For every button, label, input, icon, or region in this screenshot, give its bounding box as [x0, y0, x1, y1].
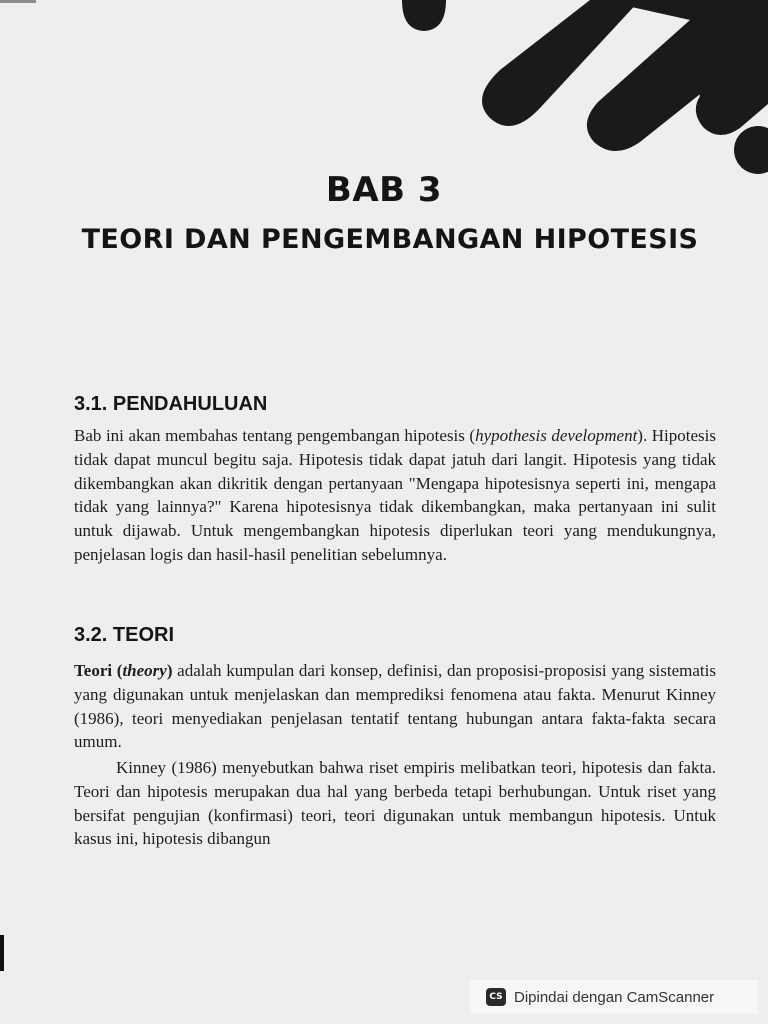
paragraph-text: adalah kumpulan dari konsep, definisi, dan proposisi-proposisi yang sistematis yang digunakan untuk menjelaskan dan memprediksi fenomena atau fakta. Menurut Kinney (1986), teori menyediakan penjelasan tentatif tentang hubungan antara fakta-fakta secara umum.	[74, 661, 716, 752]
paragraph-kinney: Kinney (1986) menyebutkan bahwa riset empiris melibatkan teori, hipotesis dan fakta. Teori dan hipotesis merupakan dua hal yang berbeda tetapi berhubungan. Untuk riset yang bersifat pengujian (konfirmasi) teori, teori digunakan untuk membangun hipotesis. Untuk kasus ini, hipotesis dibangun	[74, 758, 716, 849]
bold-term-close: )	[166, 661, 173, 680]
camscanner-label: Dipindai dengan CamScanner	[514, 988, 715, 1006]
decorative-shapes	[0, 0, 768, 260]
paragraph-teori-definition	[74, 659, 716, 754]
paragraph-pendahuluan	[74, 424, 716, 567]
decor-dot	[734, 126, 768, 174]
italic-term: hypothesis development	[475, 426, 638, 445]
camscanner-watermark	[470, 980, 758, 1014]
chapter-title: TEORI DAN PENGEMBANGAN HIPOTESIS	[81, 224, 699, 255]
paragraph-text: Bab ini akan membahas tentang pengembangan hipotesis (	[74, 426, 476, 445]
camscanner-icon: CS	[486, 988, 506, 1006]
section-heading-pendahuluan: 3.1. PENDAHULUAN	[74, 393, 268, 415]
decor-half-circle	[402, 0, 446, 31]
bold-term: Teori (	[74, 661, 123, 680]
bold-italic-term: theory	[122, 661, 167, 680]
paragraph-text: ). Hipotesis tidak dapat muncul begitu saja. Hipotesis tidak dapat jatuh dari langit. Hipotesis yang tidak dikembangkan akan dikritik dengan pertanyaan "Mengapa hipotesisnya seperti ini, mengapa tidak yang lainnya?" Karena hipotesisnya tidak dikembangkan, maka pertanyaan ini sulit untuk dijawab. Untuk mengembangkan hipotesis diperlukan teori yang mendukungnya, penjelasan logis dan hasil-hasil penelitian sebelumnya.	[74, 426, 716, 564]
section-heading-teori: 3.2. TEORI	[74, 624, 175, 646]
scan-edge-mark-left	[0, 935, 4, 971]
chapter-number: BAB 3	[325, 170, 443, 210]
